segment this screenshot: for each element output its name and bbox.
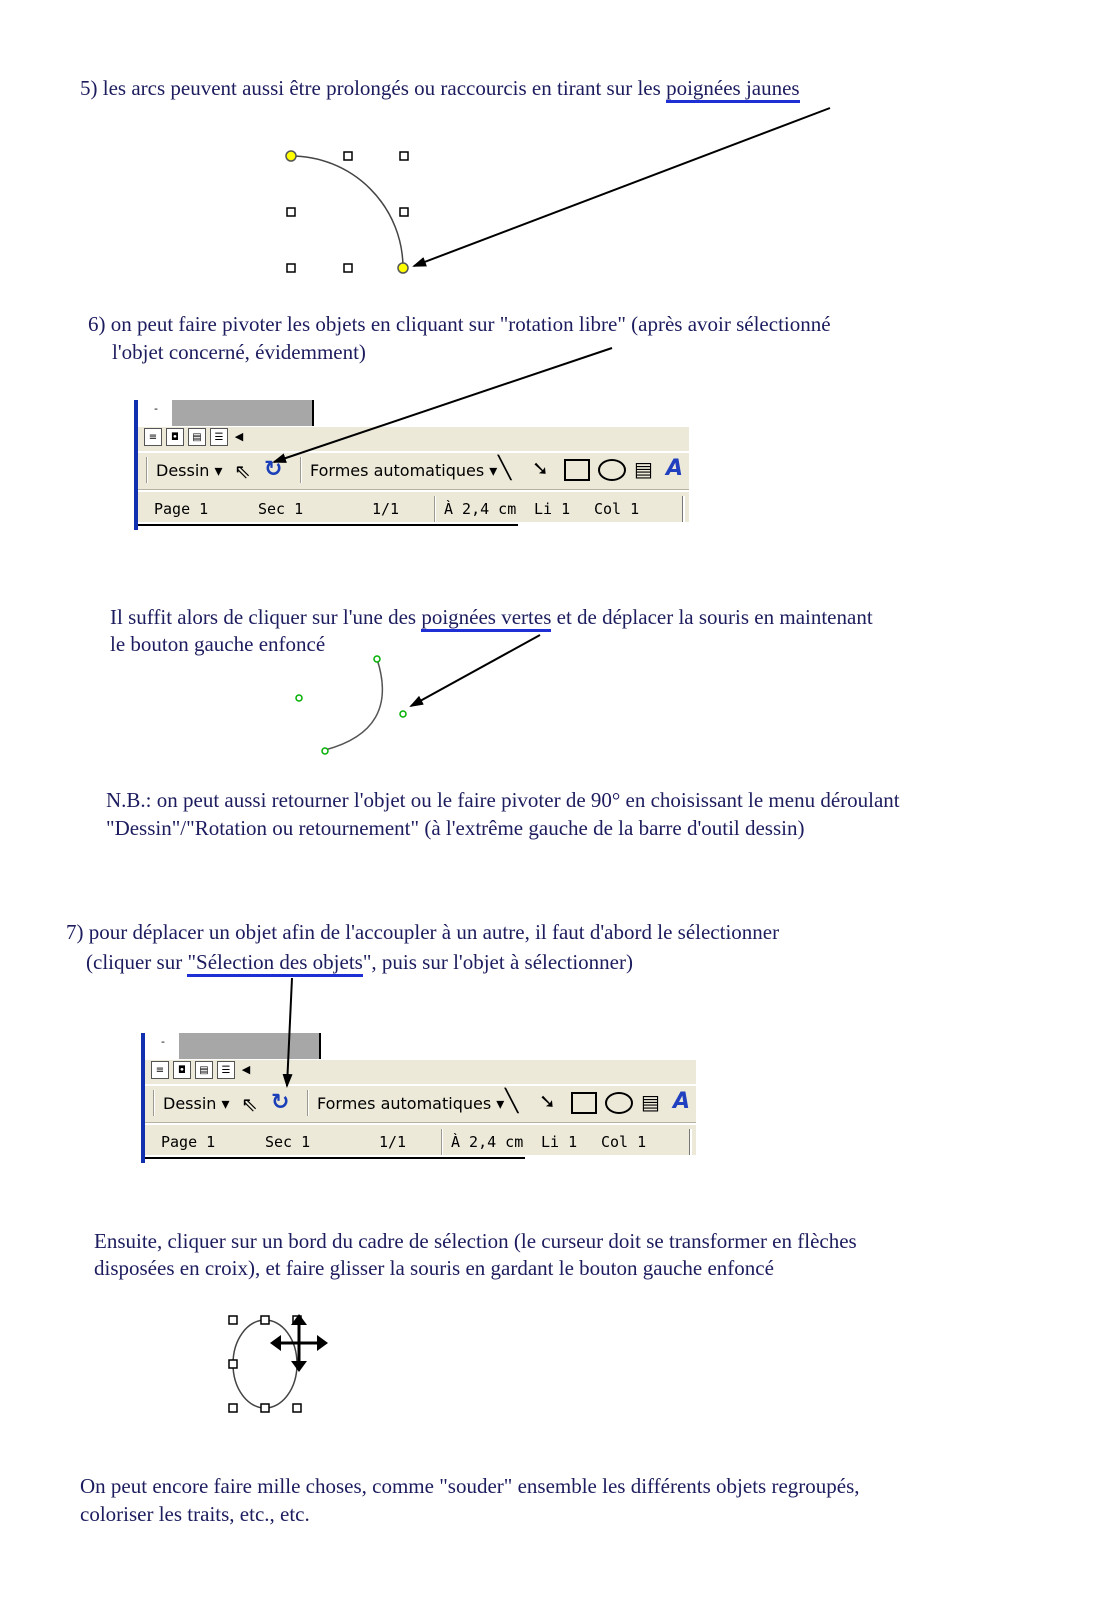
- green-handle[interactable]: [374, 656, 380, 662]
- status-column: Col 1: [601, 1133, 647, 1151]
- resize-handle[interactable]: [287, 208, 295, 216]
- status-column: Col 1: [594, 500, 640, 518]
- status-line: Li 1: [534, 500, 571, 518]
- free-rotate-icon[interactable]: ↻: [264, 457, 283, 482]
- status-pages: 1/1: [379, 1133, 407, 1151]
- resize-handle[interactable]: [229, 1316, 237, 1324]
- select-objects-icon[interactable]: ⇖: [234, 459, 251, 483]
- status-position: À 2,4 cm: [451, 1133, 524, 1151]
- status-pages: 1/1: [372, 500, 400, 518]
- web-view-icon[interactable]: ◘: [173, 1061, 191, 1079]
- pointer-arrow-yellow: [414, 108, 830, 266]
- nb-line2: "Dessin"/"Rotation ou retournement" (à l'extrême gauche de la barre d'outil dessin): [106, 816, 805, 840]
- dessin-menu[interactable]: Dessin ▾: [163, 1094, 230, 1113]
- ellipse-shape: [233, 1320, 297, 1408]
- step7-line1: 7) pour déplacer un objet afin de l'accoupler à un autre, il faut d'abord le sélectionner: [66, 920, 780, 944]
- yellow-handle[interactable]: [398, 263, 408, 273]
- line-tool-icon[interactable]: ╲: [505, 1089, 519, 1114]
- green-handle[interactable]: [400, 711, 406, 717]
- step5-text-before: 5) les arcs peuvent aussi être prolongés ou raccourcis en tirant sur les: [80, 76, 667, 100]
- resize-handle[interactable]: [293, 1404, 301, 1412]
- step7-before: (cliquer sur: [86, 950, 188, 974]
- resize-handle[interactable]: [261, 1316, 269, 1324]
- move-line1: Ensuite, cliquer sur un bord du cadre de sélection (le curseur doit se transformer en flèches: [94, 1229, 857, 1253]
- green-handle[interactable]: [296, 695, 302, 701]
- resize-handle[interactable]: [400, 208, 408, 216]
- green-handles-line2: le bouton gauche enfoncé: [110, 632, 326, 656]
- page-view-icon[interactable]: ▤: [188, 428, 206, 446]
- rotated-arc-shape: [325, 659, 382, 750]
- arc-with-yellow-handles: [286, 151, 408, 273]
- resize-handle[interactable]: [344, 264, 352, 272]
- outline-view-icon[interactable]: ☰: [210, 428, 228, 446]
- pointer-arrow-green: [411, 635, 540, 706]
- resize-handle[interactable]: [261, 1404, 269, 1412]
- textbox-tool-icon[interactable]: ▤: [634, 457, 653, 481]
- move-line2: disposées en croix), et faire glisser la souris en gardant le bouton gauche enfoncé: [94, 1256, 774, 1280]
- resize-handle[interactable]: [287, 264, 295, 272]
- green-text-after: et de déplacer la souris en maintenant: [551, 605, 873, 629]
- status-line: Li 1: [541, 1133, 578, 1151]
- green-handle[interactable]: [322, 748, 328, 754]
- resize-handle[interactable]: [229, 1360, 237, 1368]
- scroll-left-icon[interactable]: ◀: [234, 430, 244, 443]
- status-page: Page 1: [154, 500, 209, 518]
- resize-handle[interactable]: [400, 152, 408, 160]
- arrow-tool-icon[interactable]: ➘: [532, 456, 549, 480]
- autoshapes-menu[interactable]: Formes automatiques ▾: [310, 461, 498, 480]
- scroll-left-icon[interactable]: ◀: [241, 1063, 251, 1076]
- final-line2: coloriser les traits, etc., etc.: [80, 1502, 310, 1526]
- free-rotate-icon[interactable]: ↻: [271, 1090, 290, 1115]
- green-underlined: poignées vertes: [421, 605, 551, 632]
- pointer-arrow-select: [287, 978, 292, 1086]
- status-section: Sec 1: [258, 500, 304, 518]
- move-cursor-icon: [270, 1314, 328, 1372]
- step5-underlined: poignées jaunes: [666, 76, 800, 103]
- nb-line1: N.B.: on peut aussi retourner l'objet ou le faire pivoter de 90° en choisissant le menu déroulant: [106, 788, 900, 812]
- dessin-menu[interactable]: Dessin ▾: [156, 461, 223, 480]
- dash-mark: -: [161, 1035, 165, 1048]
- textbox-tool-icon[interactable]: ▤: [641, 1090, 660, 1114]
- selected-ellipse: [229, 1316, 301, 1412]
- outline-view-icon[interactable]: ☰: [217, 1061, 235, 1079]
- yellow-handle[interactable]: [286, 151, 296, 161]
- status-position: À 2,4 cm: [444, 500, 517, 518]
- status-section: Sec 1: [265, 1133, 311, 1151]
- select-objects-icon[interactable]: ⇖: [241, 1092, 258, 1116]
- arrow-tool-icon[interactable]: ➘: [539, 1089, 556, 1113]
- page-view-icon[interactable]: ▤: [195, 1061, 213, 1079]
- normal-view-icon[interactable]: ≡: [144, 428, 162, 446]
- final-line1: On peut encore faire mille choses, comme "souder" ensemble les différents objets regroupés,: [80, 1474, 860, 1498]
- status-page: Page 1: [161, 1133, 216, 1151]
- dash-mark: -: [154, 402, 158, 415]
- arc-with-green-handles: [296, 656, 406, 754]
- step6-line2: l'objet concerné, évidemment): [112, 340, 366, 364]
- autoshapes-menu[interactable]: Formes automatiques ▾: [317, 1094, 505, 1113]
- step6-line1: 6) on peut faire pivoter les objets en cliquant sur "rotation libre" (après avoir sélectionné: [88, 312, 831, 336]
- resize-handle[interactable]: [229, 1404, 237, 1412]
- normal-view-icon[interactable]: ≡: [151, 1061, 169, 1079]
- arc-shape: [291, 156, 403, 268]
- pointer-arrow-rotate: [274, 348, 612, 462]
- line-tool-icon[interactable]: ╲: [498, 456, 512, 481]
- step7-underlined: "Sélection des objets: [187, 950, 362, 977]
- resize-handle[interactable]: [344, 152, 352, 160]
- green-text-before: Il suffit alors de cliquer sur l'une des: [110, 605, 422, 629]
- step7-after: ", puis sur l'objet à sélectionner): [362, 950, 633, 974]
- wordart-tool-icon[interactable]: A: [666, 456, 684, 481]
- web-view-icon[interactable]: ◘: [166, 428, 184, 446]
- wordart-tool-icon[interactable]: A: [673, 1089, 691, 1114]
